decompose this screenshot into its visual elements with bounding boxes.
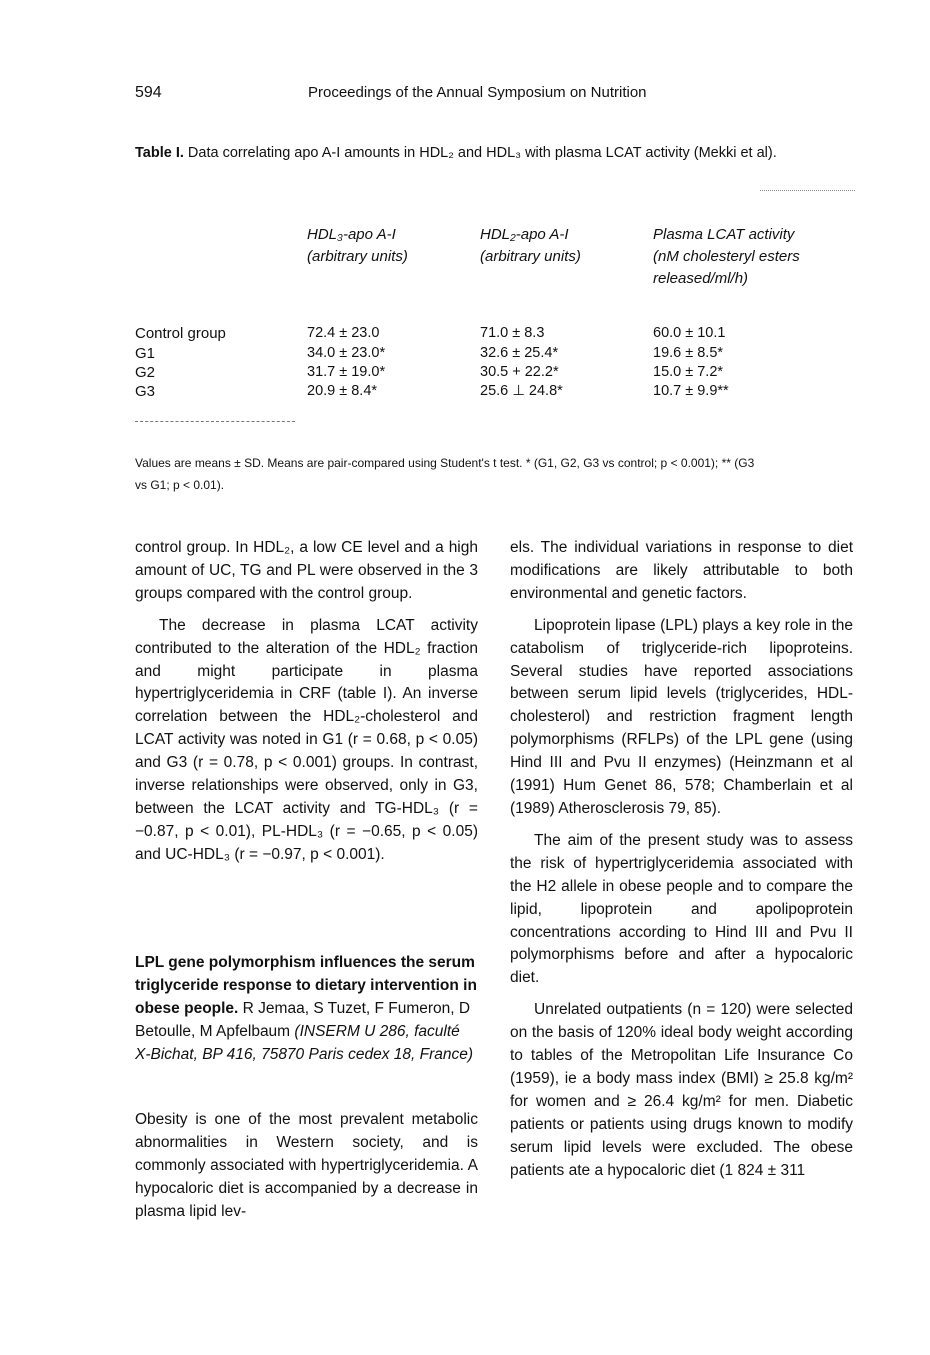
table-row-label: G1: [135, 345, 156, 362]
abstract-affiliation: (INSERM U 286, faculté X-Bichat, BP 416, 75870 Paris cedex 18, France): [135, 1022, 474, 1063]
header-line: released/ml/h): [653, 270, 749, 287]
paragraph: The aim of the present study was to assess the risk of hypertriglyceridemia associated with the H2 allele in obese people and to compare the lipid, lipoprotein and apolipoprotein concentrations according to Hind III and Pvu II polymorphisms before and after a hypocaloric diet.: [510, 831, 853, 987]
paragraph: Lipoprotein lipase (LPL) plays a key role in the catabolism of triglyceride-rich lipoproteins. Several studies have reported associations between serum lipid levels (triglycerides, HDL-cholesterol) and restriction fragment length polymorphisms (RFLPs) of the LPL gene (using Hind III and Pvu II enzymes) (Heinzmann et al (1991) Hum Genet 86, 578; Chamberlain et al (1989) Atherosclerosis 79, 85).: [510, 616, 853, 817]
header-line: (nM cholesteryl esters: [653, 248, 800, 265]
table-cell: 34.0 ± 23.0*: [307, 345, 386, 361]
paragraph: Obesity is one of the most prevalent metabolic abnormalities in Western society, and is commonly associated with hypertriglyceridemia. A hypocaloric diet is accompanied by a decrease in plasma lipid lev-: [135, 1111, 478, 1220]
table-cell: 32.6 ± 25.4*: [480, 345, 559, 361]
table-cell: 71.0 ± 8.3: [480, 325, 545, 341]
table-caption-text: Data correlating apo A-I amounts in HDL₂ and HDL₃ with plasma LCAT activity (Mekki et al).: [183, 145, 777, 161]
table-header-hdl2: [480, 224, 581, 268]
table-cell: 30.5 + 22.2*: [480, 364, 559, 380]
header-line: HDL₂-apo A-I: [480, 226, 569, 243]
abstract-body: [135, 1109, 478, 1224]
header-line: (arbitrary units): [480, 248, 581, 265]
abstract-heading: [135, 952, 478, 1067]
paragraph: Unrelated outpatients (n = 120) were selected on the basis of 120% ideal body weight according to tables of the Metropolitan Life Insurance Co (1959), ie a body mass index (BMI) ≥ 25.8 kg/m² for women and ≥ 26.4 kg/m² for men. Diabetic patients or patients using drugs known to modify serum lipid levels were excluded. The obese patients ate a hypocaloric diet (1 824 ± 311: [510, 1001, 853, 1179]
paragraph: control group. In HDL₂, a low CE level and a high amount of UC, TG and PL were observed in the 3 groups compared with the control group.: [135, 539, 478, 602]
paragraph: els. The individual variations in response to diet modifications are likely attributable to both environmental and genetic factors.: [510, 539, 853, 602]
header-line: (arbitrary units): [307, 248, 408, 265]
right-column: [510, 537, 853, 1182]
table-header-hdl3: [307, 224, 408, 268]
table-cell: 20.9 ± 8.4*: [307, 383, 378, 399]
table-cell: 25.6 ⊥ 24.8*: [480, 383, 563, 399]
table-caption: [135, 142, 857, 165]
table-row-label: Control group: [135, 325, 226, 342]
table-cell: 72.4 ± 23.0: [307, 325, 380, 341]
table-header-lcat: [653, 224, 800, 290]
table-bottom-rule: [135, 421, 295, 422]
abstract-authors: R Jemaa, S Tuzet, F Fumeron, D Betoulle, M Apfelbaum: [135, 999, 471, 1040]
table-top-rule: [760, 190, 855, 191]
table-footnote: [135, 452, 857, 496]
left-column: [135, 537, 478, 867]
table-row-label: G2: [135, 364, 156, 381]
header-line: HDL₃-apo A-I: [307, 226, 396, 243]
page-number: 594: [135, 84, 162, 101]
table-row-label: G3: [135, 383, 156, 400]
paragraph: The decrease in plasma LCAT activity contributed to the alteration of the HDL₂ fraction and might participate in plasma hypertriglyceridemia in CRF (table I). An inverse correlation between the HDL₂-cholesterol and LCAT activity was noted in G1 (r = 0.68, p < 0.05) and G3 (r = 0.78, p < 0.001) groups. In contrast, inverse relationships were observed, only in G3, between the LCAT activity and TG-HDL₃ (r = −0.87, p < 0.01), PL-HDL₃ (r = −0.65, p < 0.05) and UC-HDL₃ (r = −0.97, p < 0.001).: [135, 616, 478, 863]
footnote-line: Values are means ± SD. Means are pair-compared using Student's t test. * (G1, G2, G3 vs control; p < 0.001); ** (G3: [135, 456, 755, 470]
footnote-line: vs G1; p < 0.01).: [135, 478, 225, 492]
table-cell: 19.6 ± 8.5*: [653, 345, 724, 361]
table-cell: 31.7 ± 19.0*: [307, 364, 386, 380]
table-cell: 10.7 ± 9.9**: [653, 383, 729, 399]
table-cell: 60.0 ± 10.1: [653, 325, 726, 341]
running-title: Proceedings of the Annual Symposium on Nutrition: [308, 84, 647, 101]
abstract-title: LPL gene polymorphism influences the serum triglyceride response to dietary intervention in obese people.: [135, 954, 477, 1017]
table-cell: 15.0 ± 7.2*: [653, 364, 724, 380]
table-caption-label: Table I.: [135, 145, 184, 161]
header-line: Plasma LCAT activity: [653, 226, 795, 243]
